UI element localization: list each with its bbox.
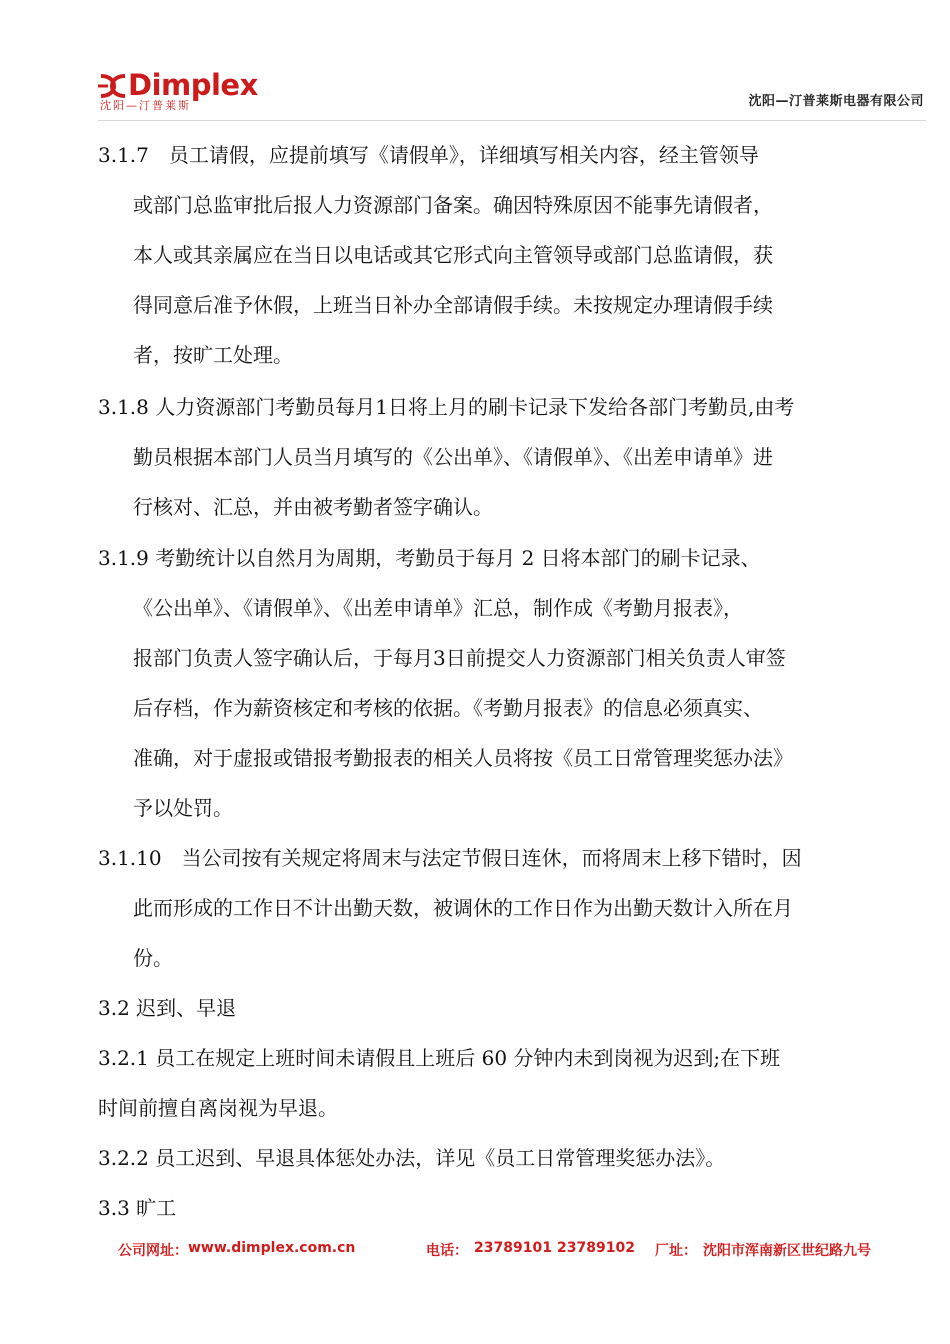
logo-subtitle: 沈阳—汀普莱斯 xyxy=(100,99,191,112)
page-footer xyxy=(0,1236,950,1266)
address-label: 厂址： xyxy=(655,1243,697,1259)
paragraph-line: 3.2.2 员工迟到、早退具体惩处办法，详见《员工日常管理奖惩办法》。 xyxy=(98,1146,726,1170)
paragraph-line: 准确，对于虚报或错报考勤报表的相关人员将按《员工日常管理奖惩办法》 xyxy=(133,746,793,770)
company-name: 沈阳—汀普莱斯电器有限公司 xyxy=(748,94,924,109)
paragraph-line: 后存档，作为薪资核定和考核的依据。《考勤月报表》的信息必须真实、 xyxy=(133,696,763,720)
phone-number: 23789101 xyxy=(474,1240,552,1256)
paragraph-line: 予以处罚。 xyxy=(133,796,233,820)
paragraph-line: 得同意后准予休假，上班当日补办全部请假手续。未按规定办理请假手续 xyxy=(133,293,773,317)
paragraph-line: 时间前擅自离岗视为早退。 xyxy=(98,1096,338,1120)
dimplex-mark-icon xyxy=(98,73,128,99)
paragraph-line: 3.1.9 考勤统计以自然月为周期，考勤员于每月 2 日将本部门的刷卡记录、 xyxy=(98,546,761,570)
paragraph-line: 《公出单》、《请假单》、《出差申请单》汇总，制作成《考勤月报表》， xyxy=(133,596,743,620)
paragraph-line: 勤员根据本部门人员当月填写的《公出单》、《请假单》、《出差申请单》进 xyxy=(133,445,773,469)
website-link[interactable]: www.dimplex.com.cn xyxy=(188,1240,356,1256)
website-label: 公司网址： xyxy=(118,1243,188,1259)
paragraph-line: 或部门总监审批后报人力资源部门备案。确因特殊原因不能事先请假者， xyxy=(133,193,773,217)
paragraph-line: 本人或其亲属应在当日以电话或其它形式向主管领导或部门总监请假，获 xyxy=(133,243,773,267)
dimplex-logo xyxy=(98,68,258,115)
paragraph-line: 份。 xyxy=(133,946,173,970)
paragraph-line: 3.1.10 当公司按有关规定将周末与法定节假日连休，而将周末上移下错时，因 xyxy=(98,846,802,870)
phone-number: 23789102 xyxy=(557,1240,635,1256)
logo-wordmark: Dimplex xyxy=(128,68,258,102)
paragraph-line: 3.1.7 员工请假，应提前填写《请假单》，详细填写相关内容，经主管领导 xyxy=(98,143,759,167)
section-heading: 3.2 迟到、早退 xyxy=(98,996,237,1020)
paragraph-line: 报部门负责人签字确认后，于每月3日前提交人力资源部门相关负责人审签 xyxy=(133,646,786,670)
paragraph-line: 3.1.8 人力资源部门考勤员每月1日将上月的刷卡记录下发给各部门考勤员,由考 xyxy=(98,395,795,419)
paragraph-line: 3.2.1 员工在规定上班时间未请假且上班后 60 分钟内未到岗视为迟到;在下班 xyxy=(98,1046,781,1070)
paragraph-line: 此而形成的工作日不计出勤天数，被调休的工作日作为出勤天数计入所在月 xyxy=(133,896,793,920)
phone-label: 电话： xyxy=(426,1243,468,1259)
paragraph-line: 者，按旷工处理。 xyxy=(133,343,293,367)
header-divider xyxy=(98,120,926,121)
section-heading: 3.3 旷工 xyxy=(98,1196,177,1220)
page-header xyxy=(0,0,950,130)
paragraph-line: 行核对、汇总，并由被考勤者签字确认。 xyxy=(133,495,493,519)
address: 沈阳市浑南新区世纪路九号 xyxy=(703,1243,871,1259)
